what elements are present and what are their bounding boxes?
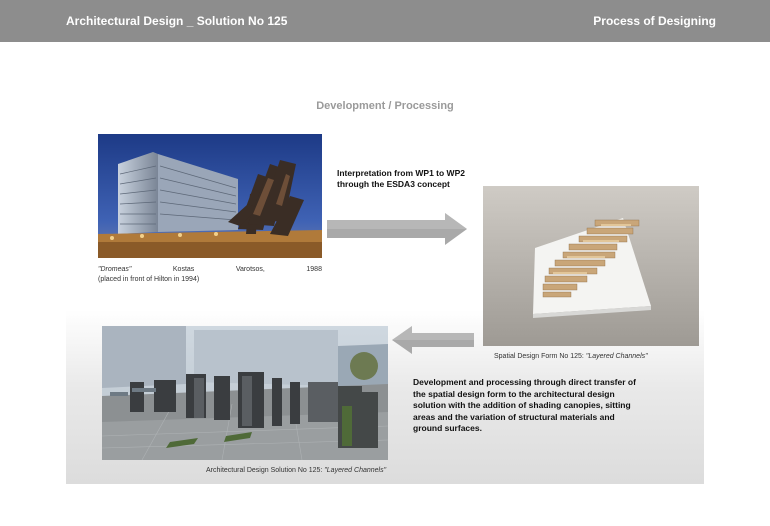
dromeas-artist-surname: Varotsos, [235, 266, 265, 273]
dromeas-year: 1988 [306, 266, 322, 273]
architectural-render-photo [102, 326, 388, 460]
dromeas-note: (placed in front of Hilton in 1994) [98, 276, 200, 283]
slide-subtitle: Development / Processing [316, 100, 454, 112]
header-bar [0, 0, 770, 42]
dromeas-caption [98, 265, 322, 285]
development-description: Development and processing through direct transfer of the spatial design form to the architectural design solution with the addition of shading canopies, sitting areas and the variation of structural materials and ground surfaces. [413, 377, 636, 433]
spatial-model-photo [483, 186, 699, 346]
model-caption-name: "Layered Channels" [585, 353, 648, 360]
dromeas-artist: Kostas [172, 266, 195, 273]
model-caption [494, 352, 648, 362]
arrow-left-icon [392, 326, 474, 354]
interpretation-text: Interpretation from WP1 to WP2 through the ESDA3 concept [337, 168, 465, 189]
arrow-right-icon [327, 213, 467, 245]
model-caption-prefix: Spatial Design Form No 125: [494, 353, 586, 360]
render-caption [206, 466, 386, 476]
render-caption-prefix: Architectural Design Solution No 125: [206, 467, 325, 474]
section-title: Process of Designing [593, 14, 716, 28]
dromeas-hilton-photo [98, 134, 322, 258]
dromeas-title: "Dromeas" [98, 266, 132, 273]
render-caption-name: "Layered Channels" [324, 467, 387, 474]
presentation-title: Architectural Design _ Solution No 125 [66, 14, 288, 28]
